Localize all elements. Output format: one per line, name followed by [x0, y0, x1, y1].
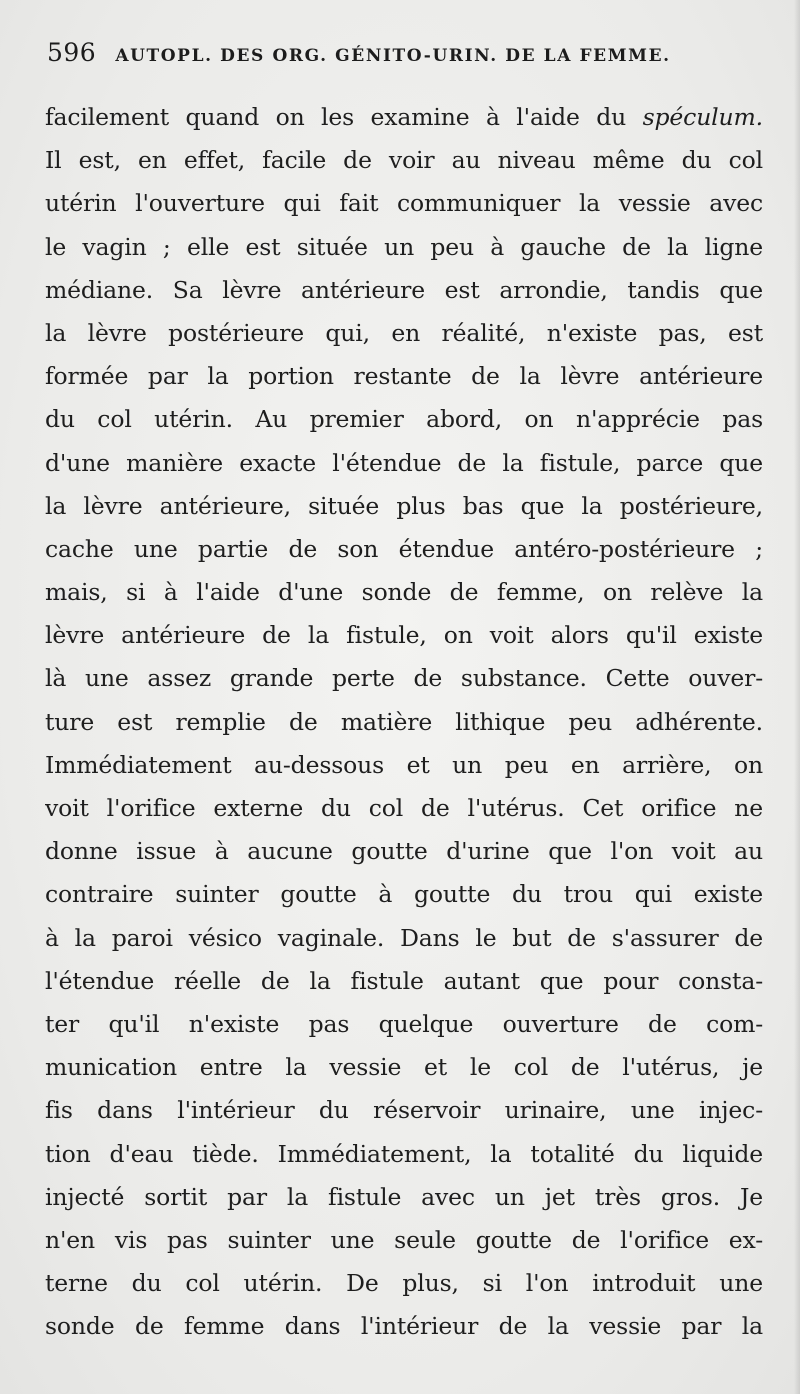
running-head: AUTOPL. DES ORG. GÉNITO-URIN. DE LA FEMME. [115, 46, 671, 66]
text-line-9: d'une manière exacte l'étendue de la fistule, parce que [45, 448, 763, 477]
text-line-23: munication entre la vessie et le col de l'utérus, je [45, 1053, 763, 1082]
text-line-10: la lèvre antérieure, située plus bas que la postérieure, [45, 491, 763, 520]
text-line-13: lèvre antérieure de la fistule, on voit alors qu'il existe [45, 621, 763, 650]
text-line-20: à la paroi vésico vaginale. Dans le but de s'assurer de [45, 923, 763, 952]
text-line-14: là une assez grande perte de substance. Cette ouver- [45, 664, 763, 693]
text-line-3: utérin l'ouverture qui fait communiquer la vessie avec [45, 189, 763, 218]
page-edge-shadow [794, 0, 800, 1394]
text-line-1 [45, 96, 763, 139]
text-line-1-roman: facilement quand on les examine à l'aide du [45, 103, 627, 131]
italic-term: spéculum. [642, 103, 763, 131]
text-line-26: injecté sortit par la fistule avec un jet très gros. Je [45, 1182, 763, 1211]
text-line-16: Immédiatement au-dessous et un peu en arrière, on [45, 750, 763, 779]
text-line-6: la lèvre postérieure qui, en réalité, n'existe pas, est [45, 318, 763, 347]
text-line-2: Il est, en effet, facile de voir au niveau même du col [45, 146, 763, 175]
text-line-21: l'étendue réelle de la fistule autant que pour consta- [45, 966, 763, 995]
text-line-19: contraire suinter goutte à goutte du trou qui existe [45, 880, 763, 909]
text-line-22: ter qu'il n'existe pas quelque ouverture de com- [45, 1009, 763, 1038]
page-header [47, 38, 767, 78]
body-text [45, 96, 763, 1348]
text-line-11: cache une partie de son étendue antéro-postérieure ; [45, 534, 763, 563]
text-line-25: tion d'eau tiède. Immédiatement, la totalité du liquide [45, 1139, 763, 1168]
text-line-12: mais, si à l'aide d'une sonde de femme, on relève la [45, 578, 763, 607]
text-line-29: sonde de femme dans l'intérieur de la vessie par la [45, 1312, 763, 1341]
text-line-4: le vagin ; elle est située un peu à gauche de la ligne [45, 232, 763, 261]
text-line-15: ture est remplie de matière lithique peu adhérente. [45, 707, 763, 736]
text-line-27: n'en vis pas suinter une seule goutte de l'orifice ex- [45, 1225, 763, 1254]
text-line-7: formée par la portion restante de la lèvre antérieure [45, 362, 763, 391]
text-line-17: voit l'orifice externe du col de l'utérus. Cet orifice ne [45, 794, 763, 822]
text-line-24: fis dans l'intérieur du réservoir urinaire, une injec- [45, 1096, 763, 1125]
text-line-28: terne du col utérin. De plus, si l'on introduit une [45, 1269, 763, 1298]
page-number: 596 [47, 38, 97, 67]
text-line-8: du col utérin. Au premier abord, on n'apprécie pas [45, 405, 763, 434]
text-line-18: donne issue à aucune goutte d'urine que l'on voit au [45, 837, 763, 866]
text-line-5: médiane. Sa lèvre antérieure est arrondie, tandis que [45, 275, 763, 304]
